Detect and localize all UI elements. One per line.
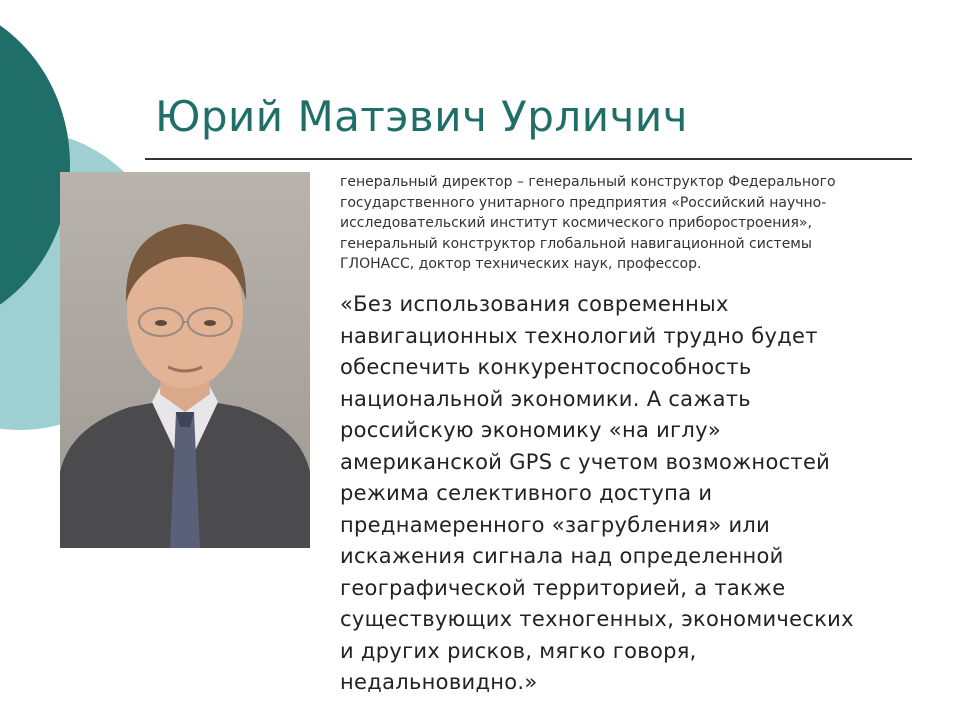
quote-text: «Без использования современных навигационных технологий трудно будет обеспечить конкурентоспособность национальной экономики. А сажать российскую экономику «на иглу» американской GPS с учетом возможностей режима селективного доступа и преднамеренного «загрубления» или искажения сигнала над определенной географической территорией, а также существующих техногенных, экономических и других рисков, мягко говоря, недальновидно.» xyxy=(340,292,854,694)
slide-title: Юрий Матэвич Урличич xyxy=(155,92,688,141)
portrait-photo xyxy=(60,172,310,548)
person-description: генеральный директор – генеральный конструктор Федерального государственного унитарного предприятия «Российский научно- исследовательский институт космического приборостроения», генеральный конструктор глобальной навигационной системы ГЛОНАСС, доктор технических наук, профессор. xyxy=(340,174,836,272)
portrait-illustration xyxy=(60,172,310,548)
title-divider xyxy=(145,158,912,160)
